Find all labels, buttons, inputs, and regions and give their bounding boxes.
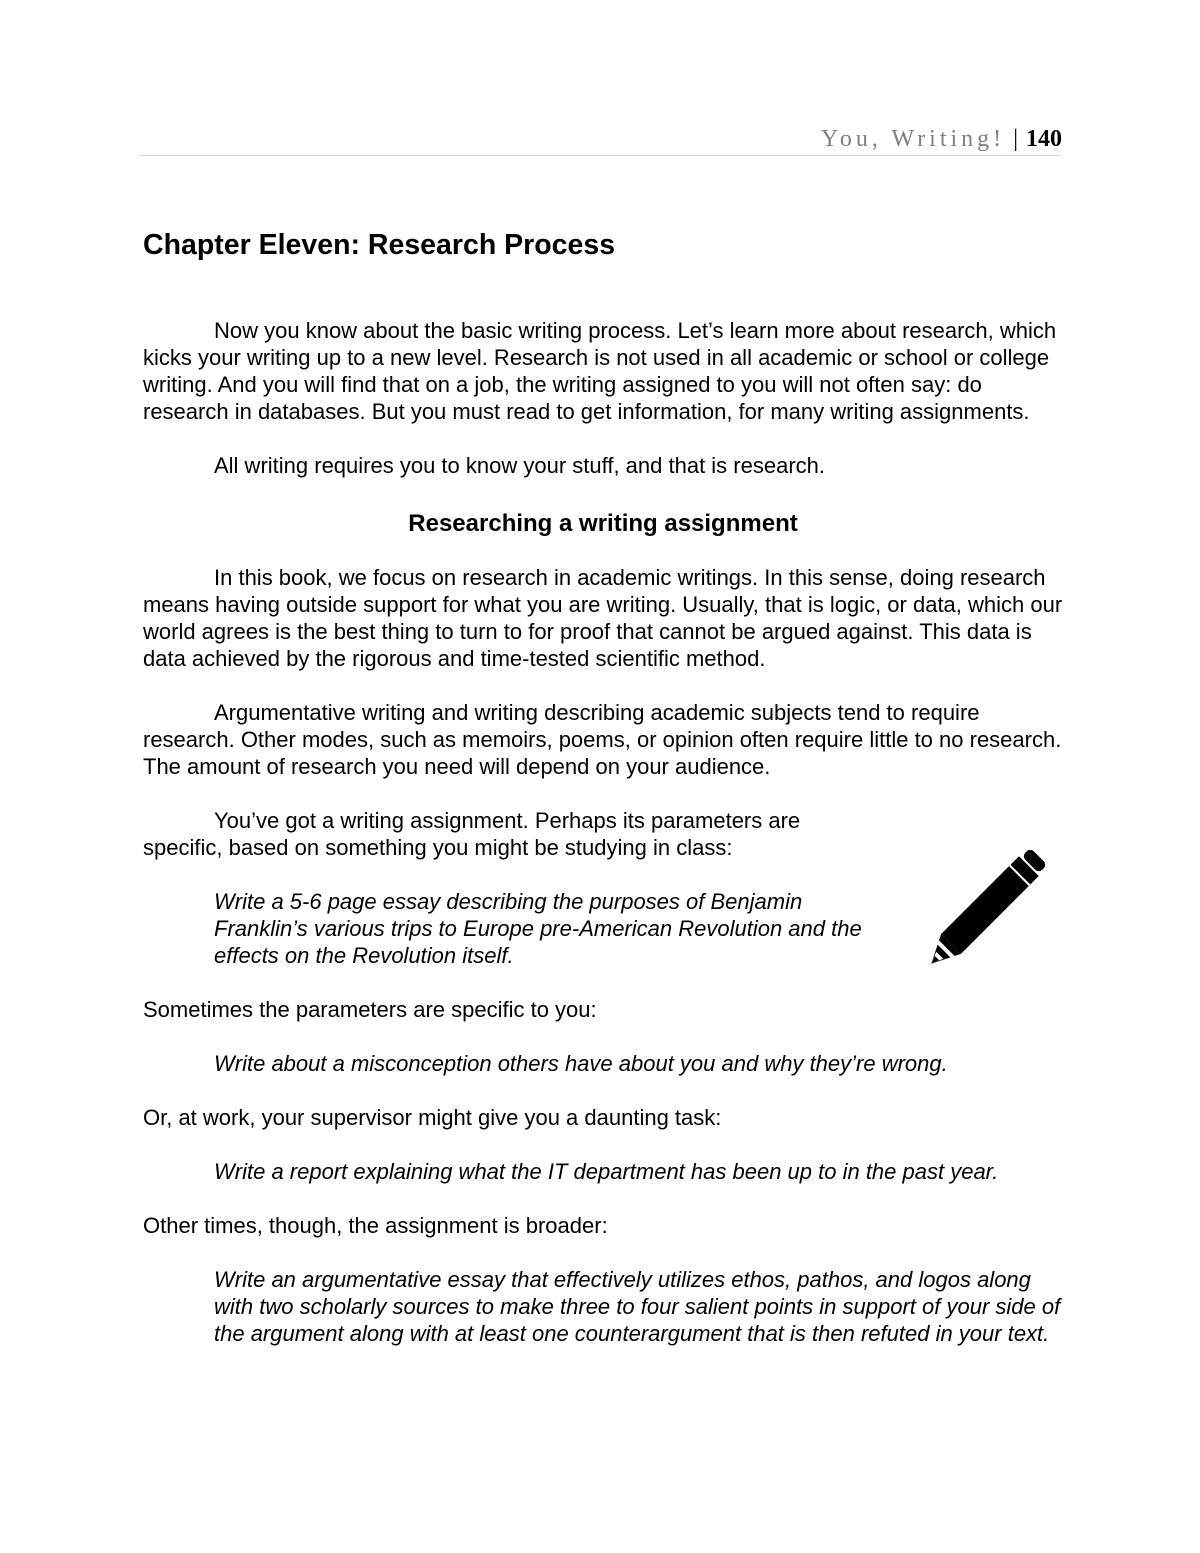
paragraph-broader: Other times, though, the assignment is broader: [143,1213,608,1238]
header-rule [138,155,1062,156]
paragraph-argumentative-writing: Argumentative writing and writing describing academic subjects tend to require research. Other modes, such as memoirs, poems, or opinion often require little to no research. The amount of research you need will depend on your audience. [143,700,1062,779]
body-text [143,228,1063,1347]
running-title: You, Writing! [821,126,1006,152]
example-assignment-misconception: Write about a misconception others have about you and why they’re wrong. [214,1051,948,1076]
paragraph-assignment-intro: You’ve got a writing assignment. Perhaps its parameters are specific, based on something you might be studying in class: [143,808,801,860]
running-header [138,124,1062,154]
page-number: 140 [1026,126,1062,152]
example-assignment-argumentative: Write an argumentative essay that effectively utilizes ethos, pathos, and logos along with two scholarly sources to make three to four salient points in support of your side of the argument along with at least one counterargument that is then refuted in your text. [214,1267,1061,1346]
header-separator: | [1013,126,1018,152]
paragraph-specific-to-you: Sometimes the parameters are specific to you: [143,997,597,1022]
section-heading: Researching a writing assignment [408,510,798,537]
paragraph-at-work: Or, at work, your supervisor might give you a daunting task: [143,1105,722,1130]
example-assignment-franklin: Write a 5-6 page essay describing the purposes of Benjamin Franklin’s various trips to Europe pre-American Revolution and the effects on the Revolution itself. [214,889,862,968]
example-assignment-it-report: Write a report explaining what the IT department has been up to in the past year. [214,1159,999,1184]
chapter-title: Chapter Eleven: Research Process [143,229,616,261]
paragraph-intro: Now you know about the basic writing process. Let’s learn more about research, which kicks your writing up to a new level. Research is not used in all academic or school or college writing. And you will find that on a job, the writing assigned to you will not often say: do research in databases. But you must read to get information, for many writing assignments. [143,318,1057,424]
paragraph-research-definition: All writing requires you to know your stuff, and that is research. [214,453,825,478]
paragraph-academic-research: In this book, we focus on research in academic writings. In this sense, doing research means having outside support for what you are writing. Usually, that is logic, or data, which our world agrees is the best thing to turn to for proof that cannot be argued against. This data is data achieved by the rigorous and time-tested scientific method. [143,565,1063,671]
pencil-icon [920,848,1050,973]
